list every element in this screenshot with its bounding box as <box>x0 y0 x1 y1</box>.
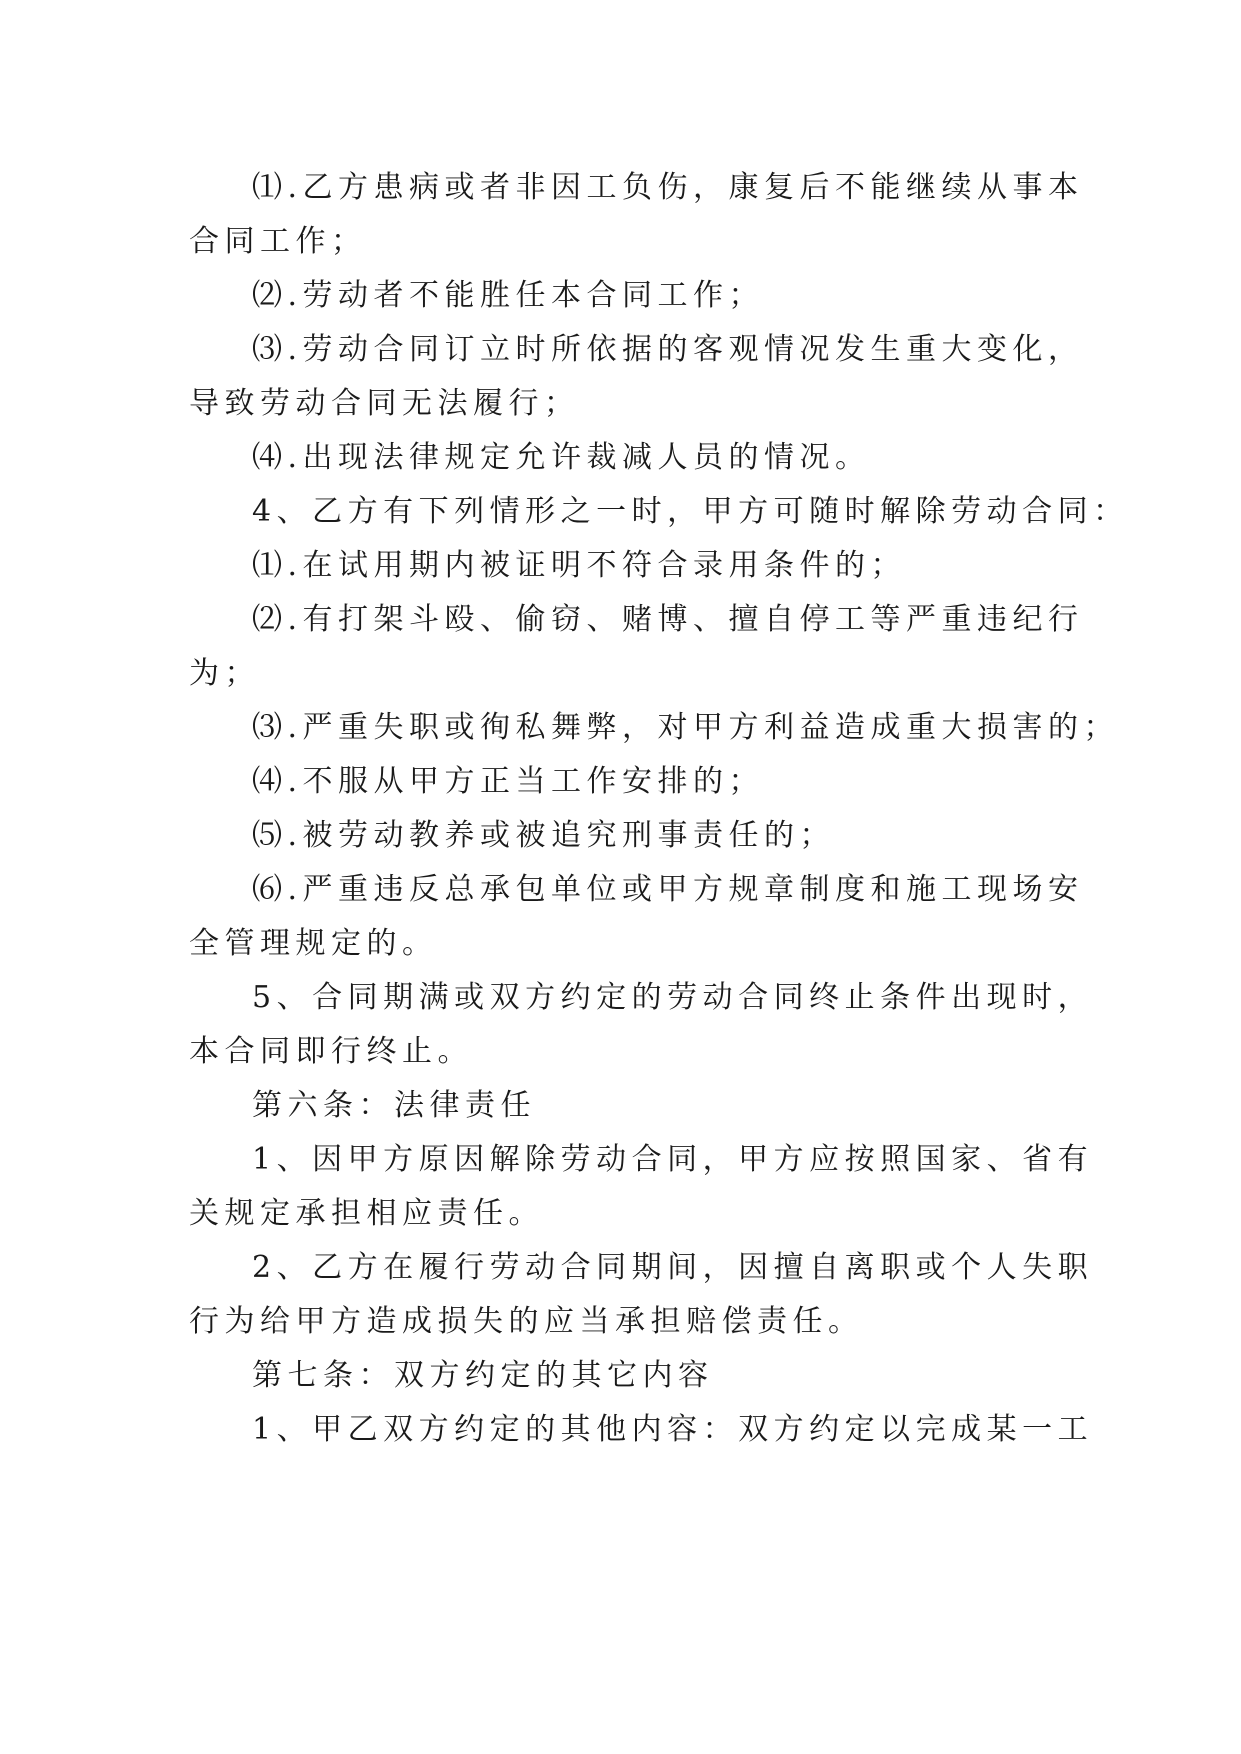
clause-6-1-line-1: 1、因甲方原因解除劳动合同，甲方应按照国家、省有 <box>252 1142 1094 1177</box>
clause-5-4-heading: 4、乙方有下列情形之一时，甲方可随时解除劳动合同： <box>252 494 1129 529</box>
clause-5-3-item-4: ⑷.出现法律规定允许裁减人员的情况。 <box>252 440 871 475</box>
article-6-heading: 第六条：法律责任 <box>252 1088 536 1123</box>
clause-6-2-line-1: 2、乙方在履行劳动合同期间，因擅自离职或个人失职 <box>252 1250 1094 1285</box>
clause-5-4-item-6-line-2: 全管理规定的。 <box>189 926 438 961</box>
clause-5-4-item-2-line-2: 为； <box>189 656 260 691</box>
clause-6-2-line-2: 行为给甲方造成损失的应当承担赔偿责任。 <box>189 1304 864 1339</box>
clause-5-3-item-1-line-2: 合同工作； <box>189 224 367 259</box>
clause-5-5-line-2: 本合同即行终止。 <box>189 1034 473 1069</box>
clause-7-1-line-1: 1、甲乙双方约定的其他内容：双方约定以完成某一工 <box>252 1412 1094 1447</box>
clause-5-4-item-3: ⑶.严重失职或徇私舞弊，对甲方利益造成重大损害的； <box>252 710 1120 745</box>
clause-5-3-item-2: ⑵.劳动者不能胜任本合同工作； <box>252 278 765 313</box>
clause-5-4-item-1: ⑴.在试用期内被证明不符合录用条件的； <box>252 548 907 583</box>
clause-5-3-item-3-line-2: 导致劳动合同无法履行； <box>189 386 580 421</box>
clause-5-5-line-1: 5、合同期满或双方约定的劳动合同终止条件出现时， <box>252 980 1094 1015</box>
clause-5-4-item-2-line-1: ⑵.有打架斗殴、偷窃、赌博、擅自停工等严重违纪行 <box>252 602 1084 637</box>
article-7-heading: 第七条：双方约定的其它内容 <box>252 1358 714 1393</box>
clause-5-4-item-5: ⑸.被劳动教养或被追究刑事责任的； <box>252 818 836 853</box>
clause-5-3-item-1-line-1: ⑴.乙方患病或者非因工负伤，康复后不能继续从事本 <box>252 170 1084 205</box>
clause-6-1-line-2: 关规定承担相应责任。 <box>189 1196 544 1231</box>
clause-5-3-item-3-line-1: ⑶.劳动合同订立时所依据的客观情况发生重大变化， <box>252 332 1084 367</box>
clause-5-4-item-6-line-1: ⑹.严重违反总承包单位或甲方规章制度和施工现场安 <box>252 872 1084 907</box>
clause-5-4-item-4: ⑷.不服从甲方正当工作安排的； <box>252 764 765 799</box>
